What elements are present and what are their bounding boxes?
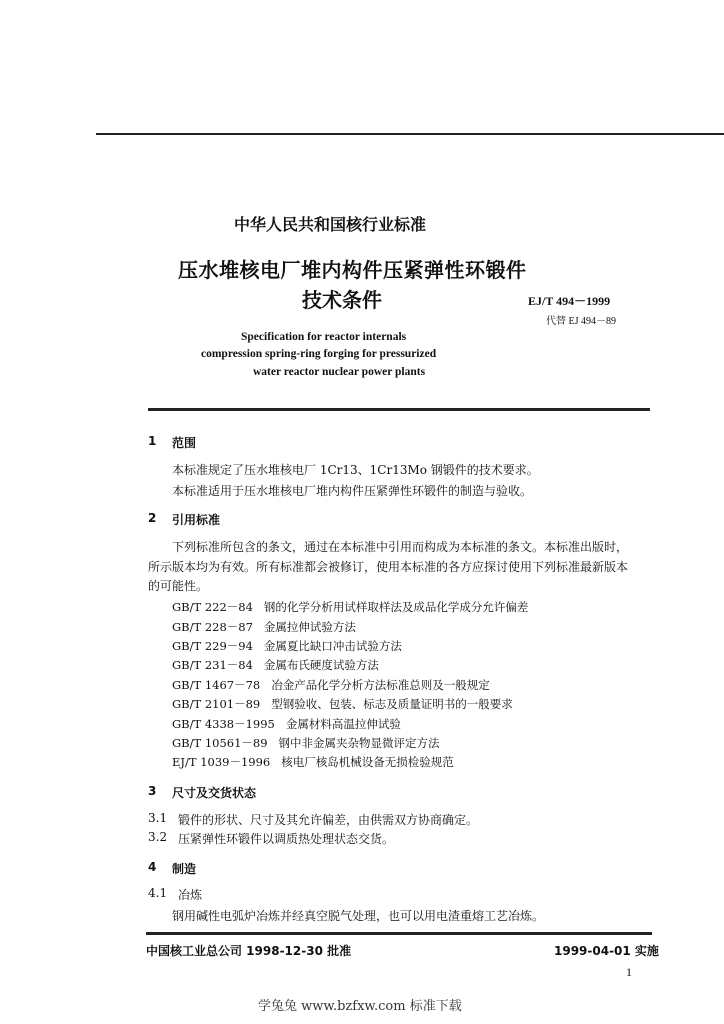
section-4-1-text: 钢用碱性电弧炉冶炼并经真空脱气处理，也可以用电渣重熔工艺冶炼。 <box>172 909 545 923</box>
reference-item <box>172 619 356 635</box>
section-3-2-number: 3.2 <box>148 830 168 844</box>
reference-item <box>172 754 454 770</box>
approval-line: 中国核工业总公司 1998-12-30 批准 <box>146 944 352 958</box>
ref-code: GB/T 228－87 <box>172 620 253 634</box>
ref-name: 型钢验收、包装、标志及质量证明书的一般要求 <box>271 697 513 711</box>
reference-item <box>172 657 379 673</box>
reference-item <box>172 677 490 693</box>
section-2-title: 引用标准 <box>172 513 221 527</box>
section-4-title: 制造 <box>172 862 197 876</box>
standard-number: EJ/T 494－1999 <box>528 294 611 308</box>
section-3-1-text: 锻件的形状、尺寸及其允许偏差，由供需双方协商确定。 <box>178 813 479 827</box>
reference-item <box>172 735 440 751</box>
page-number: 1 <box>626 965 632 979</box>
ref-name: 金属材料高温拉伸试验 <box>285 717 401 731</box>
reference-item <box>172 599 528 615</box>
section-4-1-title: 冶炼 <box>178 888 203 902</box>
section-2-intro-2: 所示版本均为有效。所有标准都会被修订，使用本标准的各方应探讨使用下列标准最新版本 <box>148 560 629 574</box>
section-1-title: 范围 <box>172 436 197 450</box>
ref-code: EJ/T 1039－1996 <box>172 755 271 769</box>
org-standard-title: 中华人民共和国核行业标准 <box>234 215 427 234</box>
reference-item <box>172 638 402 654</box>
ref-code: GB/T 1467－78 <box>172 678 261 692</box>
section-3-number: 3 <box>148 784 157 798</box>
ref-name: 金属布氏硬度试验方法 <box>263 658 379 672</box>
ref-name: 金属拉伸试验方法 <box>263 620 356 634</box>
english-title-line3: water reactor nuclear power plants <box>253 366 426 378</box>
replaces-standard: 代替 EJ 494－89 <box>546 316 616 327</box>
section-4-number: 4 <box>148 860 157 874</box>
section-2-number: 2 <box>148 511 157 525</box>
section-4-1-number: 4.1 <box>148 886 168 900</box>
ref-code: GB/T 231－84 <box>172 658 253 672</box>
ref-code: GB/T 2101－89 <box>172 697 261 711</box>
ref-code: GB/T 222－84 <box>172 600 253 614</box>
header-separator <box>148 408 650 411</box>
doc-title-line1: 压水堆核电厂堆内构件压紧弹性环锻件 <box>178 258 527 282</box>
top-rule <box>96 133 724 135</box>
ref-name: 金属夏比缺口冲击试验方法 <box>263 639 402 653</box>
section-3-1-number: 3.1 <box>148 811 168 825</box>
section-1-para-2: 本标准适用于压水堆核电厂堆内构件压紧弹性环锻件的制造与验收。 <box>172 484 533 498</box>
doc-title-line2: 技术条件 <box>302 288 382 312</box>
section-1-number: 1 <box>148 434 157 448</box>
section-3-2-text: 压紧弹性环锻件以调质热处理状态交货。 <box>178 832 395 846</box>
ref-code: GB/T 229－94 <box>172 639 253 653</box>
english-title-line2: compression spring-ring forging for pressurized <box>201 348 437 360</box>
english-title-line1: Specification for reactor internals <box>241 331 407 343</box>
section-3-title: 尺寸及交货状态 <box>172 786 257 800</box>
ref-code: GB/T 4338－1995 <box>172 717 275 731</box>
section-2-intro-3: 的可能性。 <box>148 579 209 593</box>
watermark-text: 学兔兔 www.bzfxw.com 标准下载 <box>258 999 462 1014</box>
ref-name: 钢的化学分析用试样取样法及成品化学成分允许偏差 <box>263 600 529 614</box>
section-2-intro-1: 下列标准所包含的条文，通过在本标准中引用而构成为本标准的条文。本标准出版时， <box>172 540 629 554</box>
ref-name: 钢中非金属夹杂物显微评定方法 <box>278 736 440 750</box>
section-1-para-1: 本标准规定了压水堆核电厂 1Cr13、1Cr13Mo 钢锻件的技术要求。 <box>172 463 539 477</box>
ref-name: 核电厂核岛机械设备无损检验规范 <box>281 755 454 769</box>
ref-name: 冶金产品化学分析方法标准总则及一般规定 <box>271 678 490 692</box>
ref-code: GB/T 10561－89 <box>172 736 268 750</box>
reference-item <box>172 696 513 712</box>
effective-date: 1999-04-01 实施 <box>554 944 659 958</box>
reference-item <box>172 716 401 732</box>
footer-separator <box>146 932 652 935</box>
